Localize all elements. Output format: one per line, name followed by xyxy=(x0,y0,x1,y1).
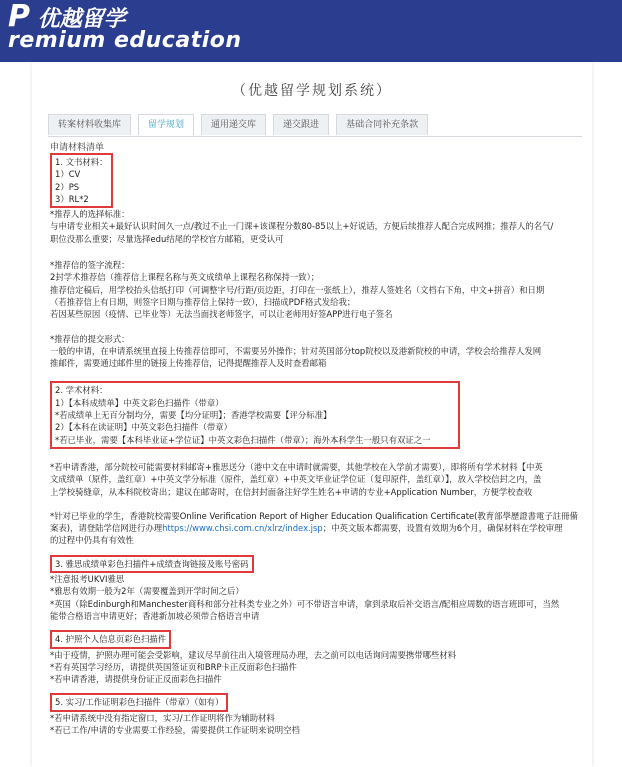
note-line: *推荐信的提交形式： xyxy=(50,333,130,344)
list-item: *若已毕业，需要【本科毕业证+学位证】中英文彩色扫描件（带章）；海外本科学生一般只有双证之一 xyxy=(55,434,431,445)
brand-logo: P 优越留学 xyxy=(8,0,126,34)
note-line: *若有英国学习经历，请提供英国签证页和BRP卡正反面彩色扫描件 xyxy=(50,661,297,672)
note-line: 文成绩单（原件，盖红章）+中英文学分标准（原件，盖红章）+中英文毕业证学位证（复印原件，盖红章）】，放入学校信封之内，盖 xyxy=(50,474,542,485)
note-line: 与申请专业相关+最好认识时间久一点/教过不止一门课+该课程分数80-85以上+好说话，方便后续推荐人配合完成网推；推荐人的名气/ xyxy=(50,221,554,232)
note-line: *推荐人的选择标准： xyxy=(50,209,130,220)
section-3-title: 3. 雅思成绩单彩色扫描件+成绩查询链接及账号密码 xyxy=(55,558,249,569)
list-item: *若成绩单上无百分制均分，需要【均分证明】；香港学校需要【评分标准】 xyxy=(55,410,332,421)
tab-transfer-materials[interactable]: 转案材料收集库 xyxy=(48,114,131,135)
note-line: *若已工作/申请的专业需要工作经验，需要提供工作证明来说明空档 xyxy=(50,724,300,735)
note-line: 若因某些原因（疫情、已毕业等）无法当面找老师签字，可以让老师用好签APP进行电子签名 xyxy=(50,309,393,320)
note-line: *英国（除Edinburgh和Manchester商科和部分社科类专业之外）可不带语言申请，拿到录取后补交语言/配相应周数的语言班即可，当然 xyxy=(50,598,560,609)
section-1-title: 1. 文书材料： xyxy=(55,157,108,167)
list-item: 1）CV xyxy=(55,169,81,180)
section-4-title: 4. 护照个人信息页彩色扫描件 xyxy=(55,634,167,645)
brand-tagline: remium education xyxy=(8,28,242,53)
note-line xyxy=(50,522,580,534)
section-heading: 申请材料清单 xyxy=(50,143,105,153)
section-5-title: 5. 实习/工作证明彩色扫描件（带章）（如有） xyxy=(55,697,224,708)
note-line: 2封学术推荐信（推荐信上课程名称与英文成绩单上课程名称保持一致）； xyxy=(50,272,320,283)
tab-bar xyxy=(48,114,428,136)
section-5-box xyxy=(50,693,228,711)
section-1-box xyxy=(50,153,113,208)
list-item: 1）【本科成绩单】中英文彩色扫描件（带章） xyxy=(55,397,224,408)
note-line: 职位没那么重要；尽量选择edu结尾的学校官方邮箱，更受认可 xyxy=(50,233,284,244)
list-item: 3）RL*2 xyxy=(55,193,89,204)
note-line: *推荐信的签字流程： xyxy=(50,260,130,271)
note-line: 上学校骑缝章，从本科院校寄出；建议在邮寄时，在信封封面备注好学生姓名+申请的专业+Application Number，方便学校查收 xyxy=(50,486,533,497)
list-item: 2）PS xyxy=(55,181,80,192)
section-2-title: 2. 学术材料： xyxy=(55,385,108,396)
brand-banner xyxy=(0,0,622,62)
tab-submission-followup[interactable]: 递交跟进 xyxy=(273,114,329,135)
note-line: 推邮件，需要通过邮件里的链接上传推荐信，记得提醒推荐人及时查看邮箱 xyxy=(50,358,327,369)
section-2-box xyxy=(50,381,460,448)
page-title: （优越留学规划系统） xyxy=(232,83,392,99)
note-line: *雅思有效期一般为2年（需要覆盖到开学时间之后） xyxy=(50,586,244,597)
tab-contract-terms[interactable]: 基础合同补充条款 xyxy=(336,114,428,135)
note-line: *由于疫情，护照办理可能会受影响，建议尽早前往出入境管理局办理，去之前可以电话询问需要携带哪些材料 xyxy=(50,649,457,660)
chsi-link[interactable]: https://www.chsi.com.cn/xlrz/index.jsp xyxy=(162,523,323,534)
list-item: 2）【本科在读证明】中英文彩色扫描件（带章） xyxy=(55,422,233,433)
tab-divider xyxy=(48,136,582,137)
section-4-box xyxy=(50,630,171,648)
note-line: *若申请香港，请提供身份证正反面彩色扫描件 xyxy=(50,674,222,685)
note-line: 的过程中仍具有有效性 xyxy=(50,535,134,546)
note-line: *若申请香港，部分院校可能需要材料邮寄+雅思送分（港中文在申请时就需要，其他学校在入学前才需要），即将所有学术材料【中英 xyxy=(50,461,543,472)
section-3-box xyxy=(50,555,254,573)
materials-list xyxy=(50,153,580,736)
tab-study-planning[interactable]: 留学规划 xyxy=(138,114,194,135)
note-line: （若推荐信上有日期，则签字日期与推荐信上保持一致），扫描成PDF格式发给我； xyxy=(50,296,356,307)
note-line: 一般的申请，在申请系统里直接上传推荐信即可，不需要另外操作；针对英国部分top院校以及港新院校的申请，学校会给推荐人发网 xyxy=(50,345,542,356)
note-line: *注意报考UKVI雅思 xyxy=(50,574,125,585)
note-text: 案表)，请登陆学信网进行办理 xyxy=(50,523,163,534)
note-line: *针对已毕业的学生，香港院校需要Online Verification Report of Higher Education Qualification Certificate(教育部學歷證書電子註冊備 xyxy=(50,510,578,521)
note-text: ；中英文版本都需要，设置有效期为6个月，确保材料在学校审理 xyxy=(322,523,563,534)
note-line: *若申请系统中没有指定窗口，实习/工作证明将作为辅助材料 xyxy=(50,712,275,723)
note-line: 推荐信定稿后，用学校抬头信纸打印（可调整字号/行距/页边距，打印在一张纸上），推荐人签姓名（文档右下角，中文+拼音）和日期 xyxy=(50,284,545,295)
tab-general-submission[interactable]: 通用递交库 xyxy=(201,114,266,135)
note-line: 能带合格语言申请更好；香港新加坡必须带合格语言申请 xyxy=(50,610,260,621)
